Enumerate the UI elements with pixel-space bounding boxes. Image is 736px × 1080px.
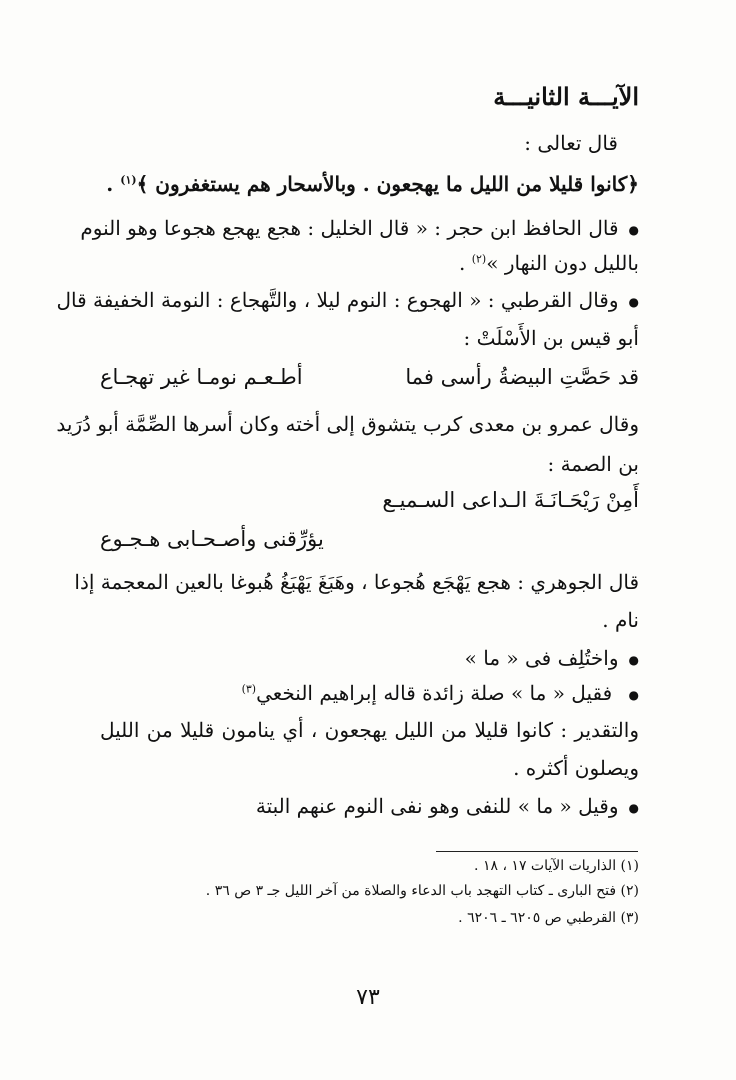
text-line: وقال عمرو بن معدى كرب يتشوق إلى أخته وكان أسرها الصِّمَّة أبو دُرَيد [56, 412, 639, 436]
footnote-divider [436, 851, 638, 852]
text-line: ● وقيل « ما » للنفى وهو نفى النوم عنهم البتة [256, 794, 639, 818]
footnote: (١) الذاريات الآيات ١٧ ، ١٨ . [474, 858, 639, 874]
footnote: (٣) القرطبي ص ٦٢٠٥ ـ ٦٢٠٦ . [458, 910, 639, 926]
text-punctuation: . [458, 251, 472, 275]
poem-hemistich-left: أطـعـم نومـا غير تهجـاع [100, 365, 303, 389]
text-line: قال تعالى : [524, 131, 618, 155]
footnote-ref: (٢) [471, 252, 487, 266]
text-line [242, 681, 639, 705]
text-line: ● وقال القرطبي : « الهجوع : النوم ليلا ، والتَّهجاع : النومة الخفيفة قال [100, 288, 639, 312]
text-punctuation: . [106, 172, 121, 196]
poem-hemistich-right: أَمِنْ رَيْحَـانَـةَ الـداعى السـميـع [382, 488, 639, 512]
text-line: ● واختُلِف فى « ما » [465, 646, 639, 670]
footnote-ref: (١) [120, 173, 137, 187]
text-line: ● قال الحافظ ابن حجر : « قال الخليل : هجع يهجع هجوعا وهو النوم [100, 216, 639, 240]
poem-verse [100, 365, 639, 389]
footnote: (٢) فتح البارى ـ كتاب التهجد باب الدعاء والصلاة من آخر الليل جـ ٣ ص ٣٦ . [205, 883, 639, 899]
footnote-ref: (٣) [241, 682, 257, 696]
page-number: ٧٣ [356, 985, 380, 1010]
text-line: والتقدير : كانوا قليلا من الليل يهجعون ، أي ينامون قليلا من الليل [100, 718, 639, 742]
text-line: أبو قيس بن الأَسْلَتْ : [463, 326, 639, 350]
poem-hemistich-right: قد حَصَّتِ البيضةُ رأسى فما [405, 365, 639, 389]
section-heading: الآيـــة الثانيـــة [493, 82, 639, 111]
text-line: قال الجوهري : هجع يَهْجَع هُجوعا ، وهَبَغَ يَهْبَغُ هُبوغا بالعين المعجمة إذا [74, 570, 639, 594]
quran-verse: ﴿كانوا قليلا من الليل ما يهجعون . وبالأسحار هم يستغفرون ﴾ [136, 172, 639, 196]
text-span: فقيل « ما » صلة زائدة قاله إبراهيم النخعي [256, 681, 613, 705]
quran-verse-line [106, 172, 639, 196]
text-span: بالليل دون النهار » [486, 251, 639, 275]
text-line [459, 251, 639, 275]
text-line: نام . [602, 608, 639, 632]
text-line: بن الصمة : [547, 452, 639, 476]
text-line: ويصلون أكثره . [513, 756, 639, 780]
poem-hemistich-left: يؤرِّقنى وأصـحـابى هـجـوع [100, 527, 324, 551]
